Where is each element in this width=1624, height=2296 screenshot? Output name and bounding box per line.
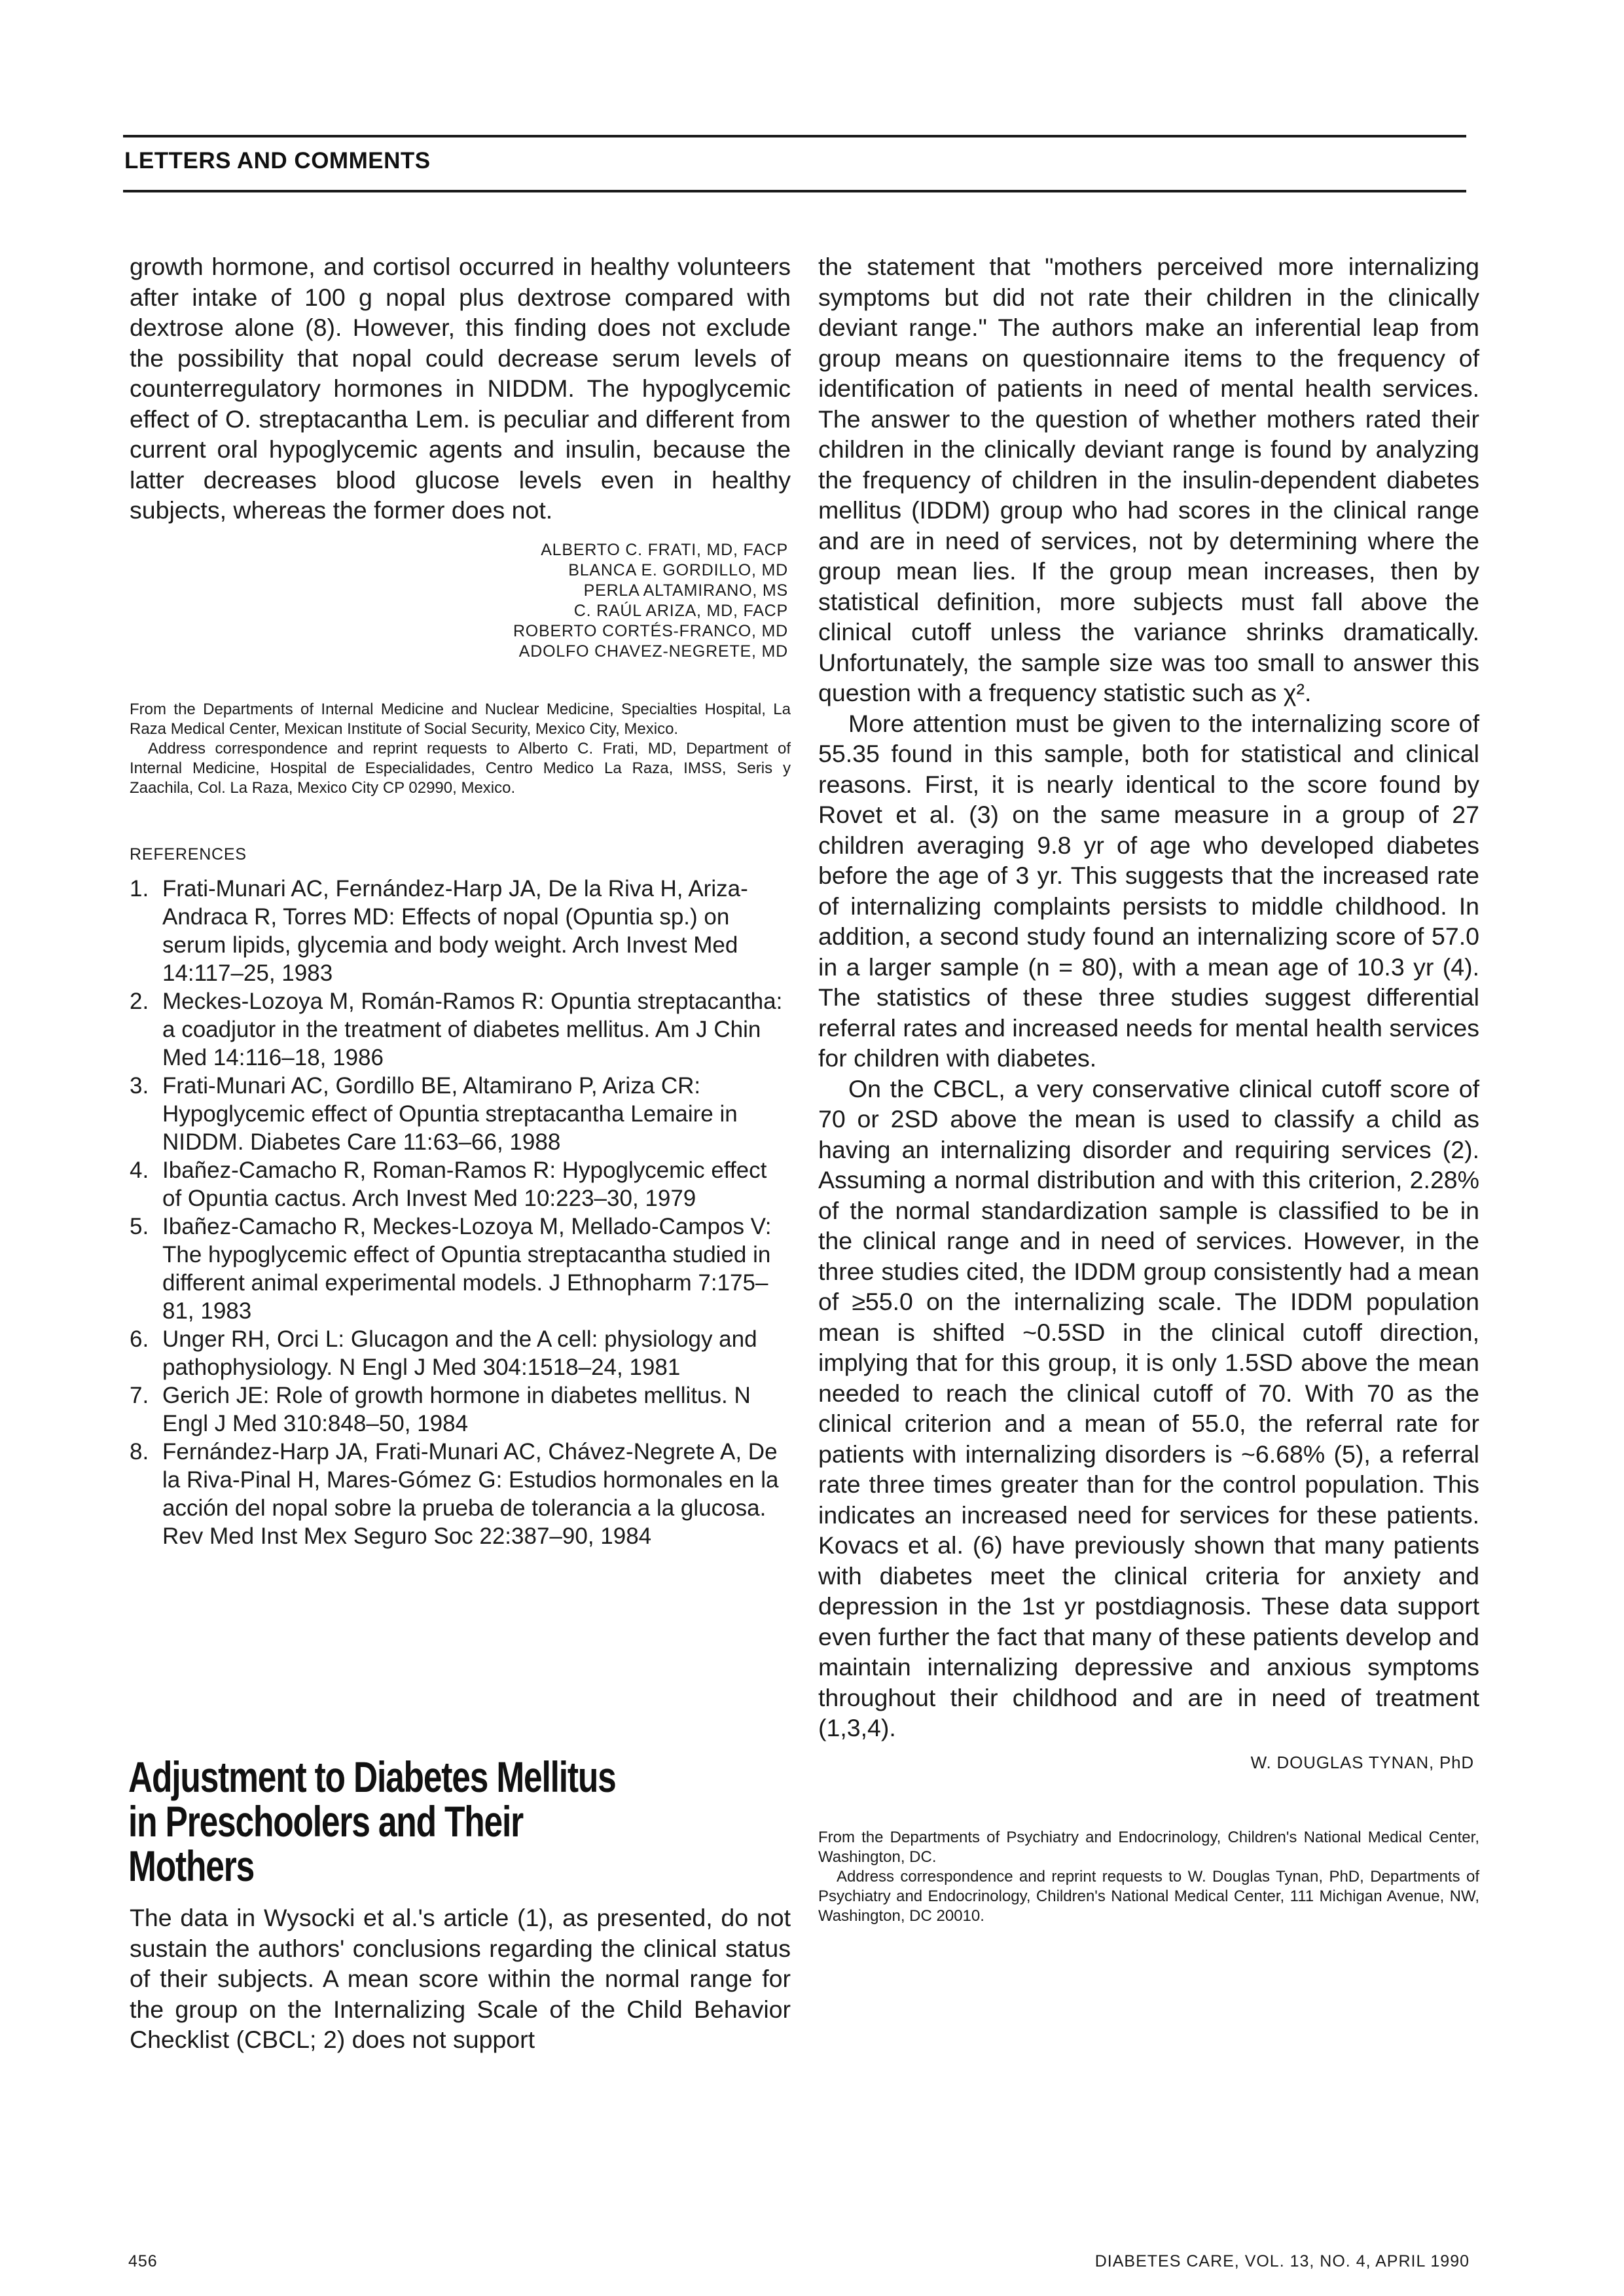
reference-text: Ibañez-Camacho R, Meckes-Lozoya M, Mellado-Campos V: The hypoglycemic effect of Opuntia streptacantha studied in different animal experimental models. J Ethnopharm 7:175–81, 1983 (162, 1213, 772, 1324)
letter-affiliation: From the Departments of Internal Medicine and Nuclear Medicine, Specialties Hospital, La Raza Medical Center, Mexican Institute of Social Security, Mexico City, Mexico. (130, 700, 791, 738)
reference-item (130, 875, 791, 987)
signature-line: ROBERTO CORTÉS-FRANCO, MD (513, 621, 788, 640)
reference-text: Unger RH, Orci L: Glucagon and the A cell: physiology and pathophysiology. N Engl J Med 304:1518–24, 1981 (162, 1326, 757, 1380)
article-intro-paragraph: The data in Wysocki et al.'s article (1), as presented, do not sustain the authors' conclusions regarding the clinical status of their subjects. A mean score within the normal range for the group on the Internalizing Scale of the Child Behavior Checklist (CBCL; 2) does not support (130, 1904, 791, 2053)
reference-number: 5. (130, 1213, 149, 1239)
reference-text: Frati-Munari AC, Gordillo BE, Altamirano P, Ariza CR: Hypoglycemic effect of Opuntia streptacantha Lemaire in NIDDM. Diabetes Care 11:63–66, 1988 (162, 1072, 738, 1155)
signature-line: BLANCA E. GORDILLO, MD (568, 560, 788, 579)
article-correspondence: Address correspondence and reprint requests to W. Douglas Tynan, PhD, Departments of Psychiatry and Endocrinology, Children's National Medical Center, 111 Michigan Avenue, NW, Washington, DC 20010. (818, 1867, 1479, 1925)
letter-correspondence: Address correspondence and reprint requests to Alberto C. Frati, MD, Department of Internal Medicine, Hospital de Especialidades, Centro Medico La Raza, IMSS, Seris y Zaachila, Col. La Raza, Mexico City CP 02990, Mexico. (130, 739, 791, 797)
reference-item (130, 1381, 791, 1438)
article-title: Adjustment to Diabetes Mellitus in Preschoolers and Their Mothers (128, 1753, 616, 1890)
signature-line: PERLA ALTAMIRANO, MS (583, 581, 788, 600)
journal-citation: DIABETES CARE, VOL. 13, NO. 4, APRIL 1990 (1094, 2252, 1470, 2270)
reference-number: 6. (130, 1326, 149, 1352)
reference-text: Meckes-Lozoya M, Román-Ramos R: Opuntia streptacantha: a coadjutor in the treatment of diabetes mellitus. Am J Chin Med 14:116–18, 1986 (162, 988, 783, 1070)
signature-line: ALBERTO C. FRATI, MD, FACP (541, 540, 788, 559)
reference-item (130, 1212, 791, 1325)
right-column (818, 251, 1479, 1926)
page-number: 456 (128, 2252, 158, 2270)
reference-text: Gerich JE: Role of growth hormone in diabetes mellitus. N Engl J Med 310:848–50, 1984 (162, 1382, 751, 1436)
article-affiliation: From the Departments of Psychiatry and Endocrinology, Children's National Medical Center, Washington, DC. (818, 1828, 1479, 1866)
reference-item (130, 1156, 791, 1212)
references-heading: REFERENCES (130, 845, 247, 864)
letter-signatures (130, 540, 788, 662)
signature-line: ADOLFO CHAVEZ-NEGRETE, MD (518, 642, 788, 661)
references-list (130, 875, 791, 1550)
reference-item (130, 1072, 791, 1156)
reference-number: 4. (130, 1157, 149, 1183)
letter-body-paragraph: growth hormone, and cortisol occurred in healthy volunteers after intake of 100 g nopal plus dextrose compared with dextrose alone (8). However, this finding does not exclude the possibility that nopal could decrease serum levels of counterregulatory hormones in NIDDM. The hypoglycemic effect of O. streptacantha Lem. is peculiar and different from current oral hypoglycemic agents and insulin, because the latter decreases blood glucose levels even in healthy subjects, whereas the former does not. (130, 253, 791, 524)
article-body-paragraph: More attention must be given to the internalizing score of 55.35 found in this sample, both for statistical and clinical reasons. First, it is nearly identical to the score found by Rovet et al. (3) on the same measure in a group of 27 children averaging 9.8 yr of age who developed diabetes before the age of 3 yr. This suggests that the increased rate of internalizing complaints persists to middle childhood. In addition, a second study found an internalizing score of 57.0 in a larger sample (n = 80), with a mean age of 10.3 yr (4). The statistics of these three studies suggest differential referral rates and increased needs for mental health services for children with diabetes. (818, 709, 1479, 1072)
signature-line: C. RAÚL ARIZA, MD, FACP (573, 601, 788, 620)
reference-text: Frati-Munari AC, Fernández-Harp JA, De la Riva H, Ariza-Andraca R, Torres MD: Effects of nopal (Opuntia sp.) on serum lipids, glycemia and body weight. Arch Invest Med 14:117–25, 1983 (162, 875, 748, 986)
reference-text: Fernández-Harp JA, Frati-Munari AC, Chávez-Negrete A, De la Riva-Pinal H, Mares-Gómez G: Estudios hormonales en la acción del nopal sobre la prueba de tolerancia a la glucosa. Rev Med Inst Mex Seguro Soc 22:387–90, 1984 (162, 1438, 779, 1549)
article-body-paragraph: the statement that "mothers perceived more internalizing symptoms but did not rate their children in the clinically deviant range." The authors make an inferential leap from group means on questionnaire items to the frequency of identification of patients in need of mental health services. The answer to the question of whether mothers rated their children in the clinically deviant range is found by analyzing the frequency of children in the insulin-dependent diabetes mellitus (IDDM) group who had scores in the clinical range and are in need of services, not by determining where the group mean lies. If the group mean increases, then by statistical definition, more subjects must fall above the clinical cutoff unless the variance shrinks dramatically. Unfortunately, the sample size was too small to answer this question with a frequency statistic such as χ². (818, 253, 1479, 706)
reference-number: 2. (130, 988, 149, 1014)
left-column (130, 251, 791, 1550)
reference-item (130, 1325, 791, 1381)
reference-item (130, 987, 791, 1072)
header-top-rule (123, 135, 1466, 137)
reference-number: 1. (130, 875, 149, 902)
article-body-paragraph: On the CBCL, a very conservative clinical cutoff score of 70 or 2SD above the mean is used to classify a child as having an internalizing disorder and requiring services (2). Assuming a normal distribution and with this criterion, 2.28% of the normal standardization sample is classified to be in the clinical range and in need of services. However, in the three studies cited, the IDDM group consistently had a mean of ≥55.0 on the internalizing scale. The IDDM population mean is shifted ~0.5SD in the clinical cutoff direction, implying that for this group, it is only 1.5SD above the mean needed to reach the clinical cutoff of 70. With 70 as the clinical criterion and a mean of 55.0, the referral rate for patients with internalizing disorders is ~6.68% (5), a referral rate three times greater than for the control population. This indicates an increased need for services for these patients. Kovacs et al. (6) have previously shown that many patients with diabetes meet the clinical criteria for anxiety and depression in the 1st yr postdiagnosis. These data support even further the fact that many of these patients develop and maintain internalizing depressive and anxious symptoms throughout their childhood and are in need of treatment (1,3,4). (818, 1074, 1479, 1741)
reference-number: 8. (130, 1438, 149, 1465)
article-intro-column (130, 1903, 791, 2055)
header-bottom-rule (123, 190, 1466, 192)
reference-number: 3. (130, 1072, 149, 1099)
section-label: LETTERS AND COMMENTS (124, 148, 431, 173)
reference-number: 7. (130, 1382, 149, 1408)
reference-item (130, 1438, 791, 1550)
reference-text: Ibañez-Camacho R, Roman-Ramos R: Hypoglycemic effect of Opuntia cactus. Arch Invest Med 10:223–30, 1979 (162, 1157, 767, 1211)
article-author-signature: W. DOUGLAS TYNAN, PhD (1250, 1752, 1474, 1772)
